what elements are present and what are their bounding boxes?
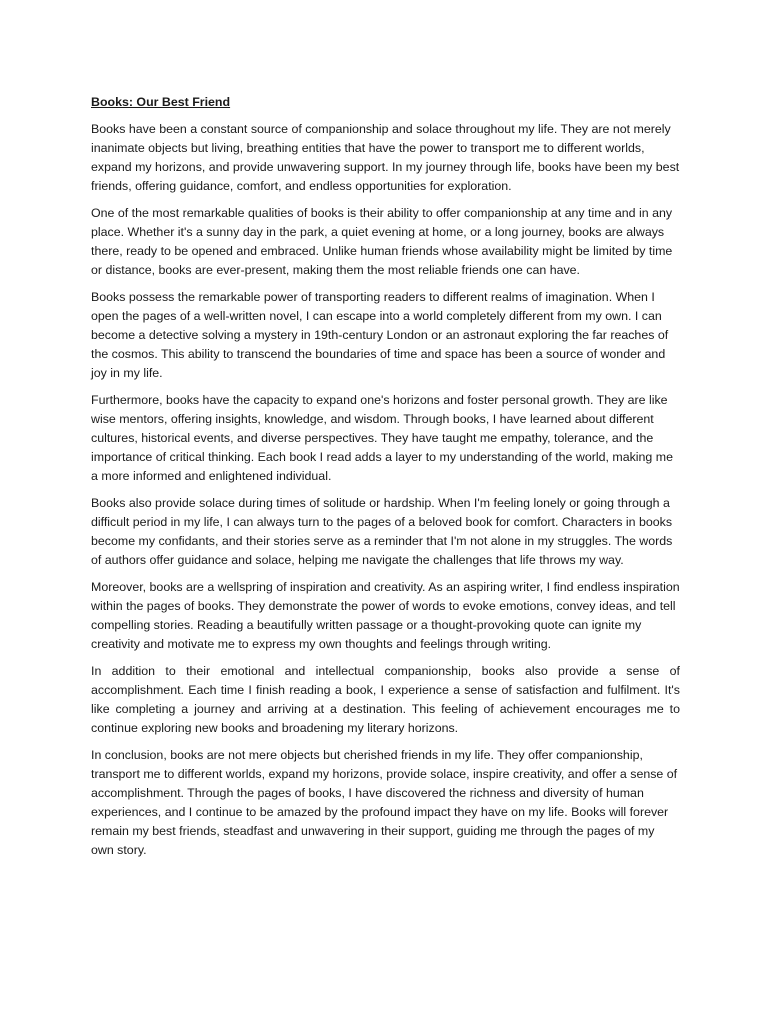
paragraph-4: Furthermore, books have the capacity to expand one's horizons and foster personal growth. They are like wise mentors, offering insights, knowledge, and wisdom. Through books, I have learned about different cultures, historical events, and diverse perspectives. They have taught me empathy, tolerance, and the importance of critical thinking. Each book I read adds a layer to my understanding of the world, making me a more informed and enlightened individual. (91, 393, 673, 483)
paragraph-1: Books have been a constant source of companionship and solace throughout my life. They are not merely inanimate objects but living, breathing entities that have the power to transport me to different worlds, expand my horizons, and provide unwavering support. In my journey through life, books have been my best friends, offering guidance, comfort, and endless opportunities for exploration. (91, 122, 680, 193)
document-title: Books: Our Best Friend (91, 95, 231, 109)
document-body (91, 93, 680, 868)
paragraph-3: Books possess the remarkable power of transporting readers to different realms of imagination. When I open the pages of a well-written novel, I can escape into a world completely different from my own. I can become a detective solving a mystery in 19th-century London or an astronaut exploring the far reaches of the cosmos. This ability to transcend the boundaries of time and space has been a source of wonder and joy in my life. (91, 290, 669, 380)
paragraph-5: Books also provide solace during times of solitude or hardship. When I'm feeling lonely or going through a difficult period in my life, I can always turn to the pages of a beloved book for comfort. Characters in books become my confidants, and their stories serve as a reminder that I'm not alone in my struggles. The words of authors offer guidance and solace, helping me navigate the challenges that life throws my way. (91, 496, 673, 567)
paragraph-6: Moreover, books are a wellspring of inspiration and creativity. As an aspiring writer, I find endless inspiration within the pages of books. They demonstrate the power of words to evoke emotions, convey ideas, and tell compelling stories. Reading a beautifully written passage or a thought-provoking quote can ignite my creativity and motivate me to express my own thoughts and feelings through writing. (91, 580, 680, 651)
paragraph-8: In conclusion, books are not mere objects but cherished friends in my life. They offer companionship, transport me to different worlds, expand my horizons, provide solace, inspire creativity, and offer a sense of accomplishment. Through the pages of books, I have discovered the richness and diversity of human experiences, and I continue to be amazed by the profound impact they have on my life. Books will forever remain my best friends, steadfast and unwavering in their support, guiding me through the pages of my own story. (91, 748, 678, 857)
paragraph-2: One of the most remarkable qualities of books is their ability to offer companionship at any time and in any place. Whether it's a sunny day in the park, a quiet evening at home, or a long journey, books are always there, ready to be opened and embraced. Unlike human friends whose availability might be limited by time or distance, books are ever-present, making them the most reliable friends one can have. (91, 206, 673, 277)
paragraph-7: In addition to their emotional and intellectual companionship, books also provide a sense of accomplishment. Each time I finish reading a book, I experience a sense of satisfaction and fulfilment. It's like completing a journey and arriving at a destination. This feeling of achievement encourages me to continue exploring new books and broadening my literary horizons. (91, 664, 680, 735)
